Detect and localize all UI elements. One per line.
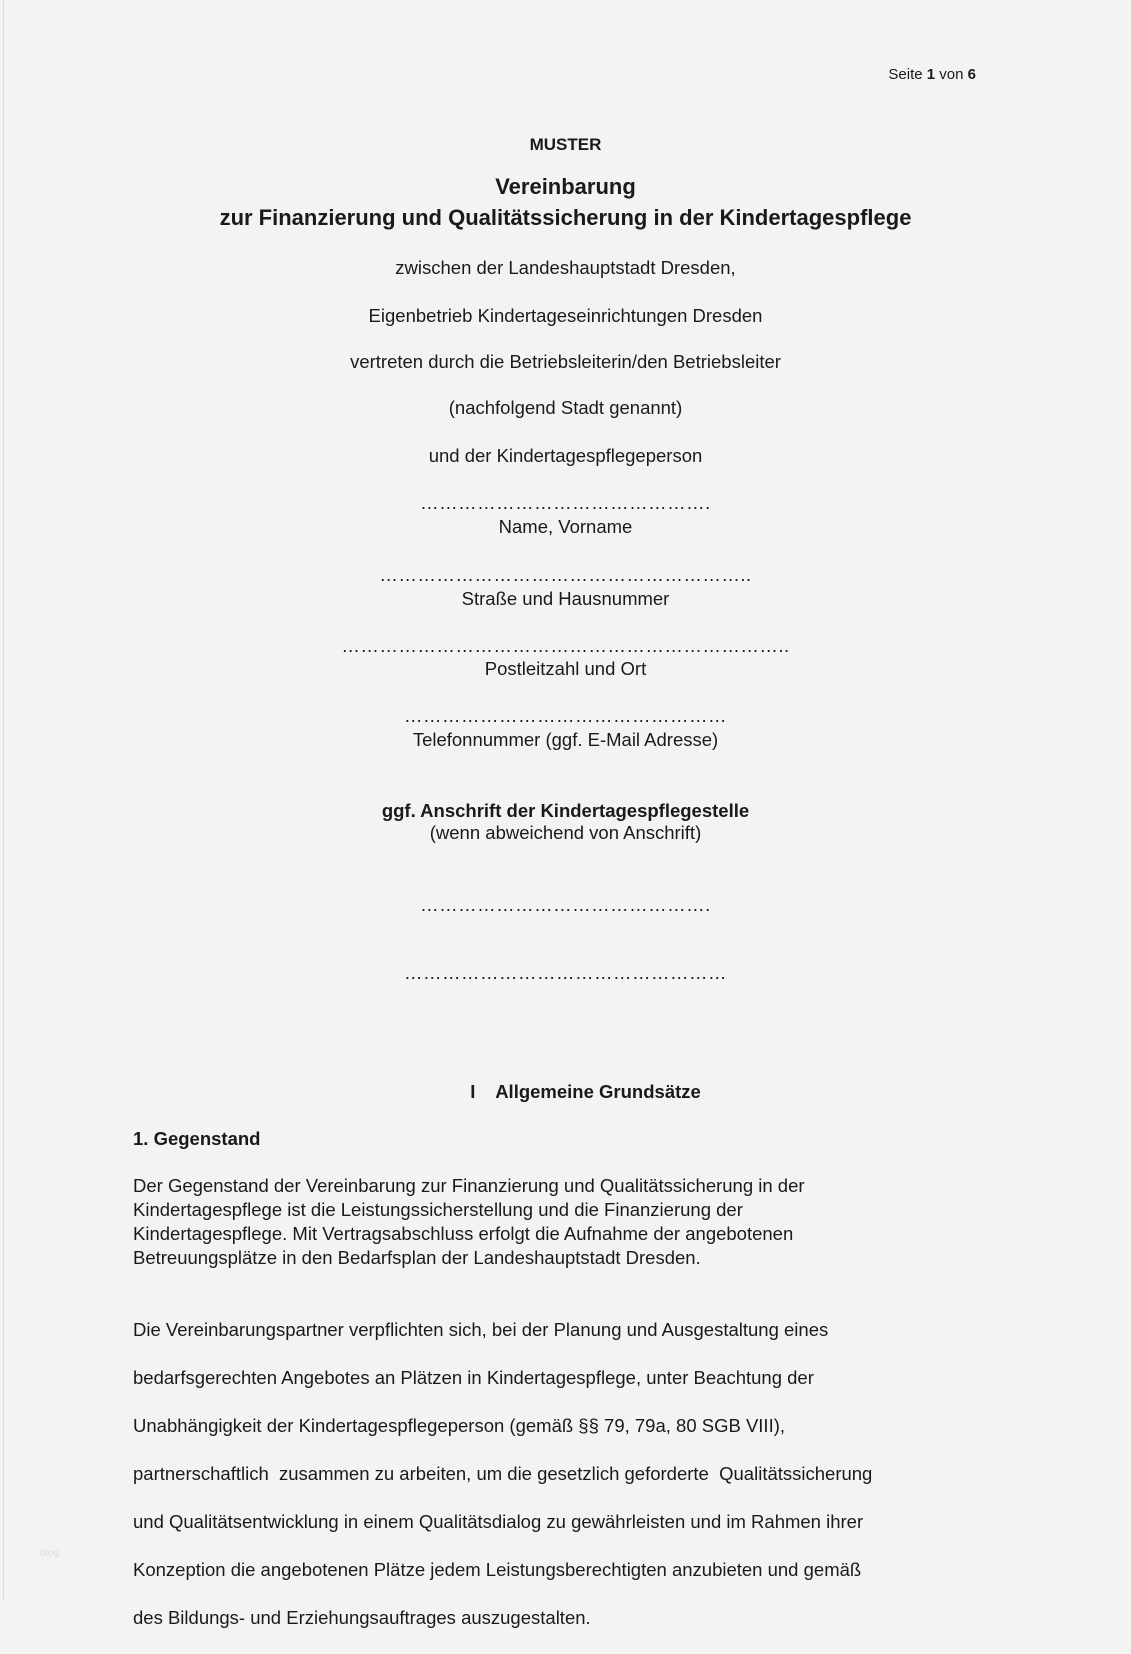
street-label: Straße und Hausnummer — [461, 588, 670, 609]
party-line: (nachfolgend Stadt genannt) — [448, 397, 683, 418]
text-line: und Qualitätsentwicklung in einem Qualitätsdialog zu gewährleisten und im Rahmen ihrer — [133, 1511, 864, 1532]
phone-dots: …………………………………………… — [404, 705, 727, 726]
text-line: Die Vereinbarungspartner verpflichten sich, bei der Planung und Ausgestaltung eines — [133, 1319, 829, 1340]
text-line: Konzeption die angebotenen Plätze jedem Leistungsberechtigten anzubieten und gemäß — [133, 1559, 862, 1580]
address-dots-2: …………………………………………… — [404, 962, 727, 983]
paragraph-2 — [133, 1294, 993, 1654]
street-dots: ………………………………………………….. — [379, 564, 752, 585]
title-line-1: Vereinbarung — [495, 174, 636, 199]
paragraph-1 — [133, 1174, 993, 1270]
text-line: des Bildungs- und Erziehungsauftrages auszugestalten. — [133, 1607, 591, 1628]
name-dots: ………………………………………. — [420, 492, 711, 513]
text-line: Kindertagespflege. Mit Vertragsabschluss erfolgt die Aufnahme der angebotenen — [133, 1223, 794, 1244]
muster-label: MUSTER — [529, 135, 602, 154]
address-heading: ggf. Anschrift der Kindertagespflegestelle — [381, 800, 750, 821]
zip-label: Postleitzahl und Ort — [484, 658, 647, 679]
text-line: partnerschaftlich zusammen zu arbeiten, um die gesetzlich geforderte Qualitätssicherung — [133, 1463, 873, 1484]
party-line: vertreten durch die Betriebsleiterin/den Betriebsleiter — [350, 351, 781, 372]
section-heading: I Allgemeine Grundsätze — [470, 1081, 701, 1102]
party-line: zwischen der Landeshauptstadt Dresden, — [395, 257, 736, 278]
watermark: blog — [40, 1548, 59, 1559]
name-label: Name, Vorname — [498, 516, 633, 537]
zip-dots: …………………………………………………………….. — [341, 635, 790, 656]
page-number: Seite 1 von 6 — [888, 66, 976, 83]
party-line: Eigenbetrieb Kindertageseinrichtungen Dresden — [368, 305, 763, 326]
text-line: Unabhängigkeit der Kindertagespflegeperson (gemäß §§ 79, 79a, 80 SGB VIII), — [133, 1415, 786, 1436]
subsection-heading: 1. Gegenstand — [133, 1128, 261, 1149]
address-note: (wenn abweichend von Anschrift) — [429, 822, 702, 843]
text-line: bedarfsgerechten Angebotes an Plätzen in Kindertagespflege, unter Beachtung der — [133, 1367, 814, 1388]
party-line: und der Kindertagespflegeperson — [428, 445, 703, 466]
text-line: Kindertagespflege ist die Leistungssicherstellung und die Finanzierung der — [133, 1199, 743, 1220]
address-dots-1: ………………………………………. — [420, 894, 711, 915]
text-line: Der Gegenstand der Vereinbarung zur Finanzierung und Qualitätssicherung in der — [133, 1175, 805, 1196]
title-line-2: zur Finanzierung und Qualitätssicherung in der Kindertagespflege — [219, 205, 912, 230]
text-line: Betreuungsplätze in den Bedarfsplan der Landeshauptstadt Dresden. — [133, 1247, 701, 1268]
phone-label: Telefonnummer (ggf. E-Mail Adresse) — [412, 729, 719, 750]
